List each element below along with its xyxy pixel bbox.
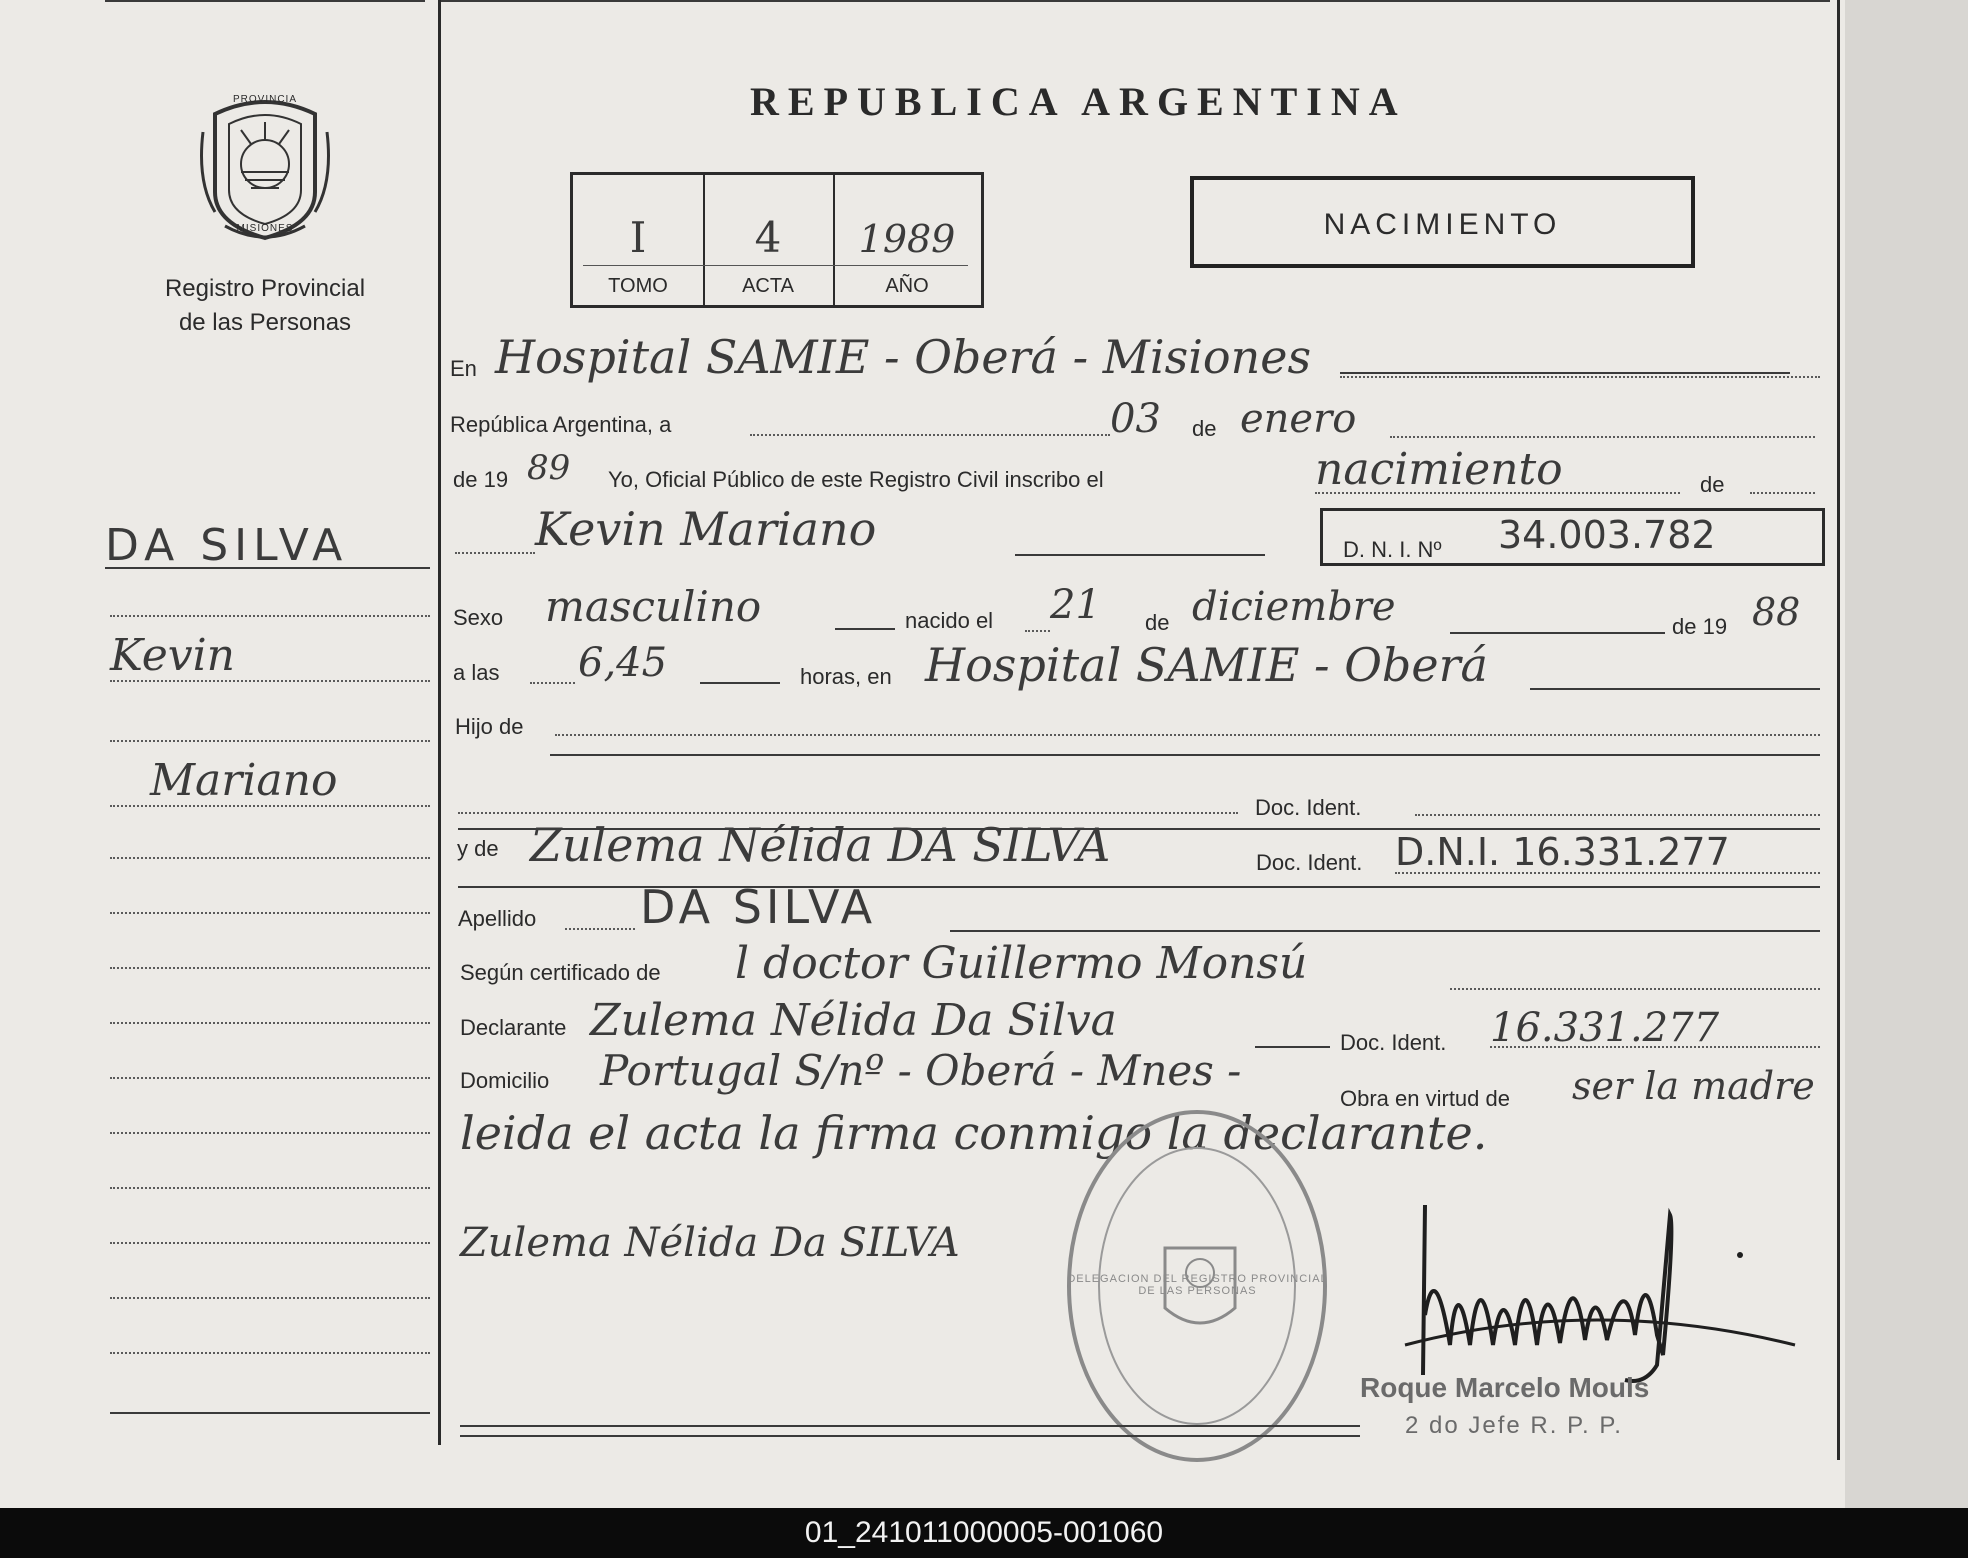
- certificado-value: l doctor Guillermo Monsú: [735, 938, 1308, 989]
- bottom-rule: [460, 1425, 1360, 1427]
- margin-line: [110, 1132, 430, 1134]
- registry-line1: Registro Provincial: [164, 275, 366, 302]
- domicilio-value: Portugal S/nº - Oberá - Mnes -: [600, 1046, 1242, 1095]
- official-stamp: [1065, 1108, 1330, 1463]
- de-label: de: [1192, 416, 1217, 441]
- day-value: 03: [1110, 396, 1161, 442]
- mother-doc: D.N.I. 16.331.277: [1395, 830, 1730, 874]
- birth-year-suffix: 88: [1752, 590, 1801, 634]
- dni-box: [1320, 508, 1825, 566]
- page-edge: [1845, 0, 1968, 1508]
- right-border: [1837, 0, 1840, 1460]
- margin-name2: Mariano: [150, 755, 338, 806]
- declarante-doc: 16.331.277: [1490, 1005, 1720, 1051]
- domicilio-label: Domicilio: [460, 1068, 550, 1093]
- place-line: [1530, 688, 1820, 690]
- top-rule-left: [105, 0, 425, 2]
- en-value: Hospital SAMIE - Oberá - Misiones: [495, 330, 1312, 384]
- day-line: [750, 434, 1110, 436]
- margin-line: [110, 967, 430, 969]
- stamp-text: DELEGACION DEL REGISTRO PROVINCIAL DE LAS PERSONAS: [1067, 1273, 1328, 1297]
- tomo-label: TOMO: [608, 275, 668, 297]
- official-title: 2 do Jefe R. P. P.: [1405, 1412, 1623, 1439]
- margin-name1: Kevin: [110, 630, 235, 681]
- record-type-box: [1190, 176, 1695, 268]
- margin-line: [110, 680, 430, 682]
- horas-label: horas, en: [800, 664, 892, 689]
- yo-text: Yo, Oficial Público de este Registro Civil inscribo el: [608, 467, 1104, 492]
- seal-top-text: PROVINCIA: [232, 94, 297, 105]
- margin-line: [110, 1187, 430, 1189]
- act-line2: [1750, 492, 1815, 494]
- year-suffix: 89: [527, 448, 571, 488]
- obra-value: ser la madre: [1572, 1064, 1815, 1108]
- birth-month: diciembre: [1192, 584, 1396, 630]
- declarante-doc-line: [1490, 1046, 1820, 1048]
- acta-label: ACTA: [742, 275, 794, 297]
- apellido-line-lead: [565, 928, 635, 930]
- margin-line: [110, 740, 430, 742]
- alas-label: a las: [453, 660, 500, 685]
- sexo-label: Sexo: [453, 605, 504, 630]
- act-value: nacimiento: [1315, 444, 1563, 495]
- misiones-seal-icon: [195, 92, 335, 242]
- record-number-box: [570, 172, 984, 308]
- name-line: [1015, 554, 1265, 556]
- margin-line: [110, 805, 430, 807]
- mother-name: Zulema Nélida DA SILVA: [530, 818, 1111, 872]
- hour-line: [700, 682, 780, 684]
- box-rule: [583, 265, 968, 266]
- father-line: [458, 812, 1238, 814]
- nacido-label: nacido el: [905, 608, 994, 633]
- official-name: Roque Marcelo Mouls: [1360, 1372, 1650, 1403]
- seal-bottom-text: MISIONES: [236, 223, 294, 234]
- hour-value: 6,45: [578, 640, 668, 686]
- tomo-value: I: [629, 213, 647, 262]
- registry-line2: de las Personas: [178, 309, 352, 336]
- declarante-doc-label: Doc. Ident.: [1340, 1030, 1447, 1055]
- sexo-line: [835, 628, 895, 630]
- sexo-value: masculino: [545, 582, 762, 631]
- yde-label: y de: [457, 836, 499, 861]
- margin-line: [110, 1022, 430, 1024]
- margin-line: [105, 567, 430, 569]
- month-line: [1390, 436, 1815, 438]
- margin-line: [110, 615, 430, 617]
- de-label2: de: [1700, 472, 1725, 497]
- registry-name: [130, 272, 400, 340]
- name-line-lead: [455, 552, 535, 554]
- margin-line: [110, 1242, 430, 1244]
- republica-label: República Argentina, a: [450, 412, 672, 437]
- column-divider: [438, 0, 441, 1445]
- bottom-rule2: [460, 1435, 1360, 1437]
- signature-left: Zulema Nélida Da SILVA: [460, 1220, 960, 1266]
- declarante-line: [1255, 1046, 1330, 1048]
- margin-line: [110, 1352, 430, 1354]
- apellido-value: DA SILVA: [640, 880, 877, 934]
- birth-day: 21: [1050, 582, 1101, 628]
- birth-place: Hospital SAMIE - Oberá: [925, 638, 1488, 692]
- de19-label: de 19: [1672, 614, 1728, 639]
- country-title: REPUBLICA ARGENTINA: [750, 79, 1407, 124]
- acta-value: 4: [754, 213, 782, 262]
- anio-value: 1989: [858, 217, 956, 261]
- de-label3: de: [1145, 610, 1170, 635]
- month-line2: [1450, 632, 1665, 634]
- month-value: enero: [1240, 396, 1357, 442]
- en-line: [1340, 376, 1820, 378]
- declarante-label: Declarante: [460, 1015, 567, 1040]
- obra-label: Obra en virtud de: [1340, 1086, 1510, 1111]
- segun-label: Según certificado de: [460, 960, 661, 985]
- margin-line: [110, 857, 430, 859]
- year-prefix: de 19: [453, 467, 509, 492]
- anio-label: AÑO: [885, 275, 929, 297]
- margin-line: [110, 1412, 430, 1414]
- province-seal: [195, 92, 335, 242]
- margin-line: [110, 1077, 430, 1079]
- certificado-line: [1450, 988, 1820, 990]
- signature-scribble-icon: [1395, 1195, 1815, 1395]
- mother-doc-line: [1395, 872, 1820, 874]
- day-line2: [1025, 630, 1050, 632]
- hijo-line-solid: [550, 754, 1820, 756]
- act-line: [1315, 492, 1680, 494]
- doc-ident-label: Doc. Ident.: [1255, 795, 1362, 820]
- en-line-solid: [1340, 372, 1790, 374]
- dni-value: 34.003.782: [1498, 513, 1716, 557]
- official-signature: [1395, 1195, 1815, 1395]
- child-name: Kevin Mariano: [535, 502, 877, 556]
- image-caption: 01_241011000005-001060: [0, 1508, 1968, 1558]
- father-doc-line: [1415, 814, 1820, 816]
- declarante-value: Zulema Nélida Da Silva: [590, 995, 1117, 1046]
- hijo-label: Hijo de: [455, 714, 524, 739]
- mother-doc-label: Doc. Ident.: [1256, 850, 1363, 875]
- record-type: NACIMIENTO: [1323, 208, 1562, 241]
- hour-line-lead: [530, 682, 575, 684]
- apellido-label: Apellido: [458, 906, 537, 931]
- top-rule: [440, 0, 1830, 2]
- margin-line: [110, 1297, 430, 1299]
- margin-surname: DA SILVA: [105, 520, 349, 571]
- apellido-line: [950, 930, 1820, 932]
- note-line: leida el acta la firma conmigo la declarante.: [460, 1106, 1488, 1160]
- en-label: En: [450, 356, 477, 381]
- margin-line: [110, 912, 430, 914]
- hijo-line: [555, 734, 1820, 736]
- dni-label: D. N. I. Nº: [1343, 537, 1442, 562]
